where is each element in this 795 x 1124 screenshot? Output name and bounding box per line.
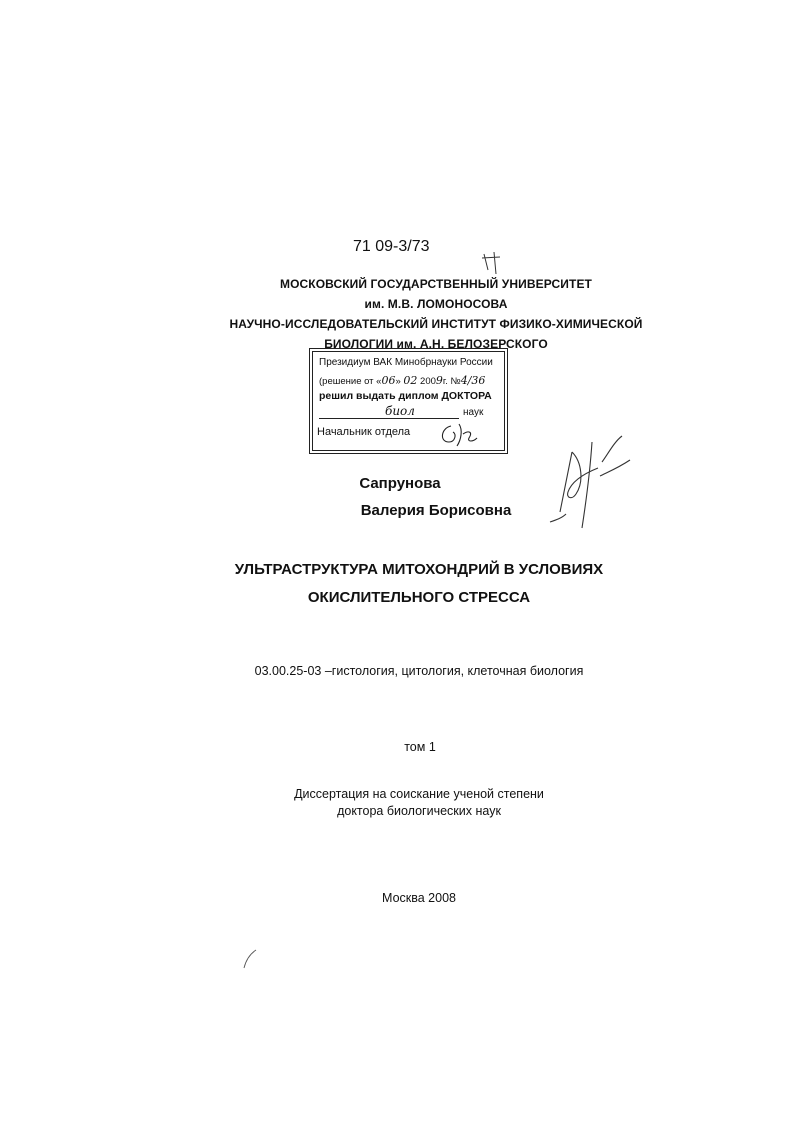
- dissertation-title-line1: УЛЬТРАСТРУКТУРА МИТОХОНДРИЙ В УСЛОВИЯХ: [234, 561, 604, 578]
- stamp-number: 4/36: [460, 374, 486, 387]
- university-name: МОСКОВСКИЙ ГОСУДАРСТВЕННЫЙ УНИВЕРСИТЕТ: [280, 277, 592, 291]
- dissertation-degree-line1: Диссертация на соискание ученой степени: [294, 787, 544, 801]
- institute-named-after: БИОЛОГИИ им. А.Н. БЕЛОЗЕРСКОГО: [324, 337, 548, 351]
- city-year: Москва 2008: [382, 891, 456, 905]
- speciality-code: 03.00.25-03 –гистология, цитология, клеточная биология: [254, 664, 584, 678]
- document-number: 71 09-3/73: [353, 238, 430, 255]
- stamp-decision-line: [319, 374, 485, 387]
- author-surname: Сапрунова: [359, 475, 441, 492]
- stamp-day: 06: [381, 374, 396, 387]
- dissertation-degree-line2: доктора биологических наук: [337, 804, 501, 818]
- stray-pencil-mark: [240, 948, 260, 970]
- author-signature: [542, 432, 634, 532]
- institute-name: НАУЧНО-ИССЛЕДОВАТЕЛЬСКИЙ ИНСТИТУТ ФИЗИКО-ХИМИЧЕСКОЙ: [229, 317, 643, 331]
- stamp-science-suffix: наук: [463, 407, 484, 418]
- stamp-presidium-line: Президиум ВАК Минобрнауки России: [319, 357, 493, 368]
- stamp-award-line: решил выдать диплом ДОКТОРА: [319, 390, 492, 402]
- handwritten-mark: [478, 248, 508, 278]
- stamp-decision-mid3: г. №: [442, 376, 461, 387]
- university-named-after: им. М.В. ЛОМОНОСОВА: [364, 297, 508, 311]
- stamp-science-field: биол: [385, 404, 415, 418]
- stamp-head-of-department: Начальник отдела: [317, 426, 411, 438]
- stamp-decision-mid1: »: [395, 376, 404, 387]
- stamp-decision-prefix: (решение от «: [319, 376, 382, 387]
- volume-label: том 1: [404, 740, 436, 754]
- dissertation-title-line2: ОКИСЛИТЕЛЬНОГО СТРЕССА: [307, 589, 531, 606]
- stamp-underline: [319, 418, 459, 419]
- stamp-month: 02: [403, 374, 418, 387]
- vak-stamp: [312, 351, 505, 451]
- stamp-year-digit: 9: [435, 374, 443, 387]
- stamp-decision-mid2: 200: [417, 376, 436, 387]
- stamp-signature: [433, 420, 483, 450]
- author-given-names: Валерия Борисовна: [360, 502, 512, 519]
